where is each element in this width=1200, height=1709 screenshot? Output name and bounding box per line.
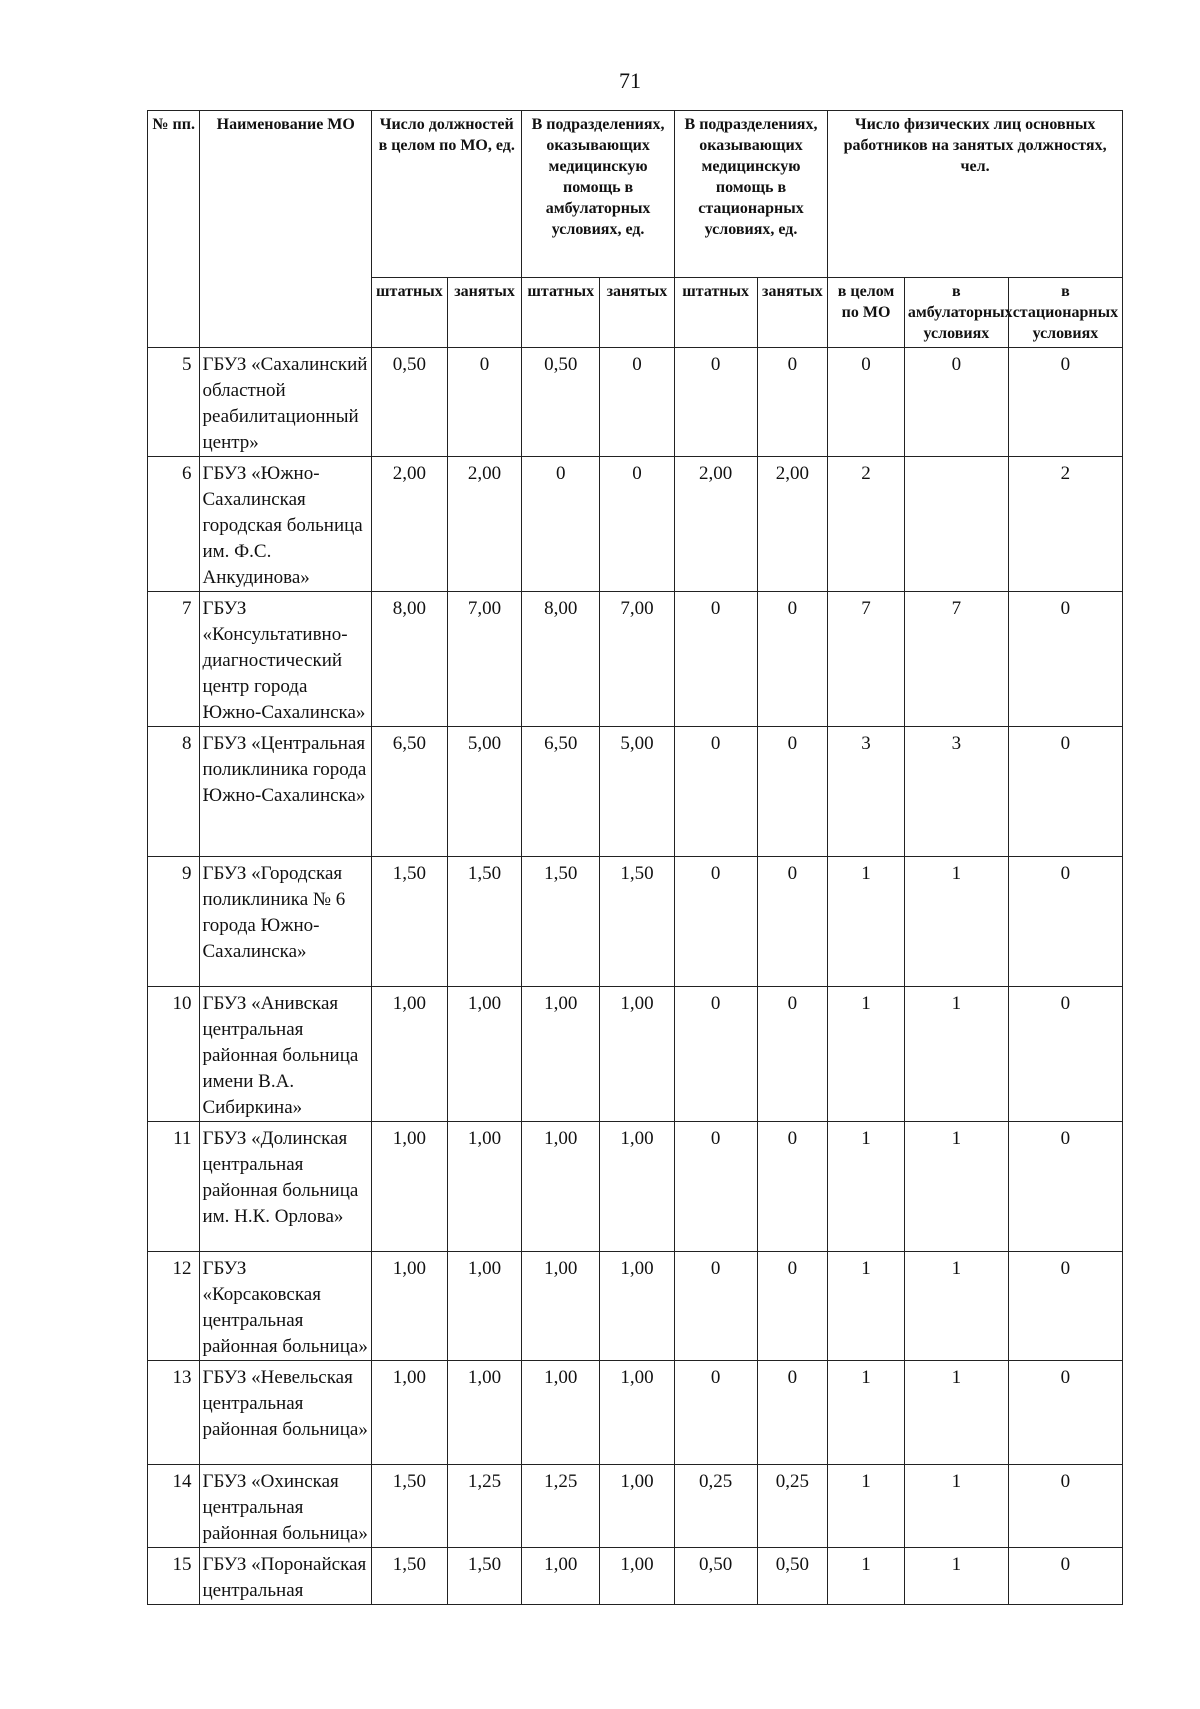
row-number: 10: [148, 987, 200, 1122]
persons-total: 1: [828, 1361, 905, 1465]
persons-inpatient: 0: [1008, 348, 1122, 457]
header-name: Наименование МО: [200, 111, 372, 348]
inpatient-occupied: 0: [757, 1122, 828, 1252]
ambulatory-staff: 1,00: [522, 987, 600, 1122]
header-persons-total: в целом по МО: [828, 278, 905, 348]
inpatient-occupied: 0: [757, 592, 828, 727]
total-occupied: 5,00: [447, 727, 522, 857]
persons-total: 1: [828, 1465, 905, 1548]
ambulatory-occupied: 5,00: [600, 727, 675, 857]
institution-name: ГБУЗ «Охинская центральная районная больница»: [200, 1465, 372, 1548]
ambulatory-staff: 1,00: [522, 1548, 600, 1605]
persons-total: 1: [828, 1252, 905, 1361]
total-staff: 1,50: [372, 1548, 448, 1605]
table-row: [148, 457, 1123, 592]
table-row: [148, 1361, 1123, 1465]
institution-name: ГБУЗ «Центральная поликлиника города Южно-Сахалинска»: [200, 727, 372, 857]
total-occupied: 1,00: [447, 1361, 522, 1465]
persons-total: 1: [828, 1548, 905, 1605]
inpatient-staff: 0: [674, 987, 757, 1122]
ambulatory-staff: 0: [522, 457, 600, 592]
persons-ambulatory: 1: [904, 1252, 1008, 1361]
persons-ambulatory: 1: [904, 1361, 1008, 1465]
ambulatory-occupied: 0: [600, 457, 675, 592]
table-body: [148, 348, 1123, 1605]
header-total-staff: штатных: [372, 278, 448, 348]
inpatient-occupied: 0: [757, 1252, 828, 1361]
total-occupied: 1,50: [447, 857, 522, 987]
header-inpatient-staff: штатных: [674, 278, 757, 348]
row-number: 15: [148, 1548, 200, 1605]
ambulatory-occupied: 7,00: [600, 592, 675, 727]
row-number: 9: [148, 857, 200, 987]
persons-total: 2: [828, 457, 905, 592]
persons-total: 0: [828, 348, 905, 457]
ambulatory-occupied: 1,00: [600, 987, 675, 1122]
header-ambulatory-staff: штатных: [522, 278, 600, 348]
persons-inpatient: 2: [1008, 457, 1122, 592]
total-staff: 1,50: [372, 1465, 448, 1548]
inpatient-staff: 0: [674, 1252, 757, 1361]
ambulatory-staff: 1,00: [522, 1252, 600, 1361]
inpatient-occupied: 0: [757, 727, 828, 857]
ambulatory-occupied: 1,00: [600, 1465, 675, 1548]
inpatient-occupied: 0: [757, 857, 828, 987]
total-occupied: 1,25: [447, 1465, 522, 1548]
ambulatory-occupied: 1,00: [600, 1548, 675, 1605]
total-occupied: 7,00: [447, 592, 522, 727]
inpatient-staff: 0: [674, 348, 757, 457]
inpatient-staff: 0: [674, 1361, 757, 1465]
persons-inpatient: 0: [1008, 987, 1122, 1122]
institution-name: ГБУЗ «Сахалинский областной реабилитационный центр»: [200, 348, 372, 457]
persons-total: 3: [828, 727, 905, 857]
table-row: [148, 987, 1123, 1122]
institution-name: ГБУЗ «Невельская центральная районная больница»: [200, 1361, 372, 1465]
table-row: [148, 727, 1123, 857]
persons-inpatient: 0: [1008, 727, 1122, 857]
inpatient-staff: 0,25: [674, 1465, 757, 1548]
table-row: [148, 1548, 1123, 1605]
ambulatory-staff: 8,00: [522, 592, 600, 727]
persons-ambulatory: 0: [904, 348, 1008, 457]
institution-name: ГБУЗ «Долинская центральная районная больница им. Н.К. Орлова»: [200, 1122, 372, 1252]
persons-ambulatory: [904, 457, 1008, 592]
persons-inpatient: 0: [1008, 1465, 1122, 1548]
ambulatory-staff: 0,50: [522, 348, 600, 457]
row-number: 5: [148, 348, 200, 457]
table-header: [148, 111, 1123, 348]
inpatient-staff: 0,50: [674, 1548, 757, 1605]
ambulatory-occupied: 1,00: [600, 1252, 675, 1361]
ambulatory-staff: 1,00: [522, 1122, 600, 1252]
persons-ambulatory: 1: [904, 1122, 1008, 1252]
institution-name: ГБУЗ «Поронайская центральная: [200, 1548, 372, 1605]
inpatient-occupied: 2,00: [757, 457, 828, 592]
total-staff: 2,00: [372, 457, 448, 592]
institution-name: ГБУЗ «Консультативно-диагностический центр города Южно-Сахалинска»: [200, 592, 372, 727]
row-number: 6: [148, 457, 200, 592]
header-row-main: [148, 111, 1123, 278]
table-row: [148, 1122, 1123, 1252]
total-occupied: 2,00: [447, 457, 522, 592]
header-inpatient-occupied: занятых: [757, 278, 828, 348]
persons-ambulatory: 7: [904, 592, 1008, 727]
inpatient-staff: 0: [674, 1122, 757, 1252]
row-number: 8: [148, 727, 200, 857]
header-physical-persons: Число физических лиц основных работников на занятых должностях, чел.: [828, 111, 1123, 278]
total-staff: 1,00: [372, 987, 448, 1122]
header-ambulatory-positions: В подразделениях, оказывающих медицинскую помощь в амбулаторных условиях, ед.: [522, 111, 674, 278]
table-row: [148, 857, 1123, 987]
table-row: [148, 1252, 1123, 1361]
persons-ambulatory: 1: [904, 1548, 1008, 1605]
inpatient-occupied: 0,50: [757, 1548, 828, 1605]
header-ambulatory-occupied: занятых: [600, 278, 675, 348]
inpatient-occupied: 0: [757, 1361, 828, 1465]
ambulatory-staff: 6,50: [522, 727, 600, 857]
total-occupied: 1,00: [447, 1122, 522, 1252]
institution-name: ГБУЗ «Корсаковская центральная районная больница»: [200, 1252, 372, 1361]
ambulatory-occupied: 1,00: [600, 1361, 675, 1465]
staffing-table: [147, 110, 1123, 1605]
total-occupied: 1,50: [447, 1548, 522, 1605]
institution-name: ГБУЗ «Анивская центральная районная больница имени В.А. Сибиркина»: [200, 987, 372, 1122]
persons-ambulatory: 1: [904, 857, 1008, 987]
row-number: 14: [148, 1465, 200, 1548]
total-occupied: 0: [447, 348, 522, 457]
persons-total: 1: [828, 857, 905, 987]
row-number: 12: [148, 1252, 200, 1361]
row-number: 7: [148, 592, 200, 727]
persons-ambulatory: 3: [904, 727, 1008, 857]
inpatient-staff: 0: [674, 727, 757, 857]
total-staff: 6,50: [372, 727, 448, 857]
total-staff: 1,00: [372, 1252, 448, 1361]
table-row: [148, 348, 1123, 457]
total-staff: 8,00: [372, 592, 448, 727]
persons-total: 7: [828, 592, 905, 727]
inpatient-staff: 0: [674, 592, 757, 727]
row-number: 13: [148, 1361, 200, 1465]
total-staff: 1,00: [372, 1361, 448, 1465]
inpatient-staff: 0: [674, 857, 757, 987]
total-staff: 1,50: [372, 857, 448, 987]
inpatient-occupied: 0,25: [757, 1465, 828, 1548]
institution-name: ГБУЗ «Городская поликлиника № 6 города Южно-Сахалинска»: [200, 857, 372, 987]
total-staff: 0,50: [372, 348, 448, 457]
row-number: 11: [148, 1122, 200, 1252]
header-number: № пп.: [148, 111, 200, 348]
persons-inpatient: 0: [1008, 592, 1122, 727]
persons-inpatient: 0: [1008, 1252, 1122, 1361]
table-row: [148, 592, 1123, 727]
header-inpatient-positions: В подразделениях, оказывающих медицинскую помощь в стационарных условиях, ед.: [674, 111, 827, 278]
ambulatory-occupied: 1,50: [600, 857, 675, 987]
inpatient-staff: 2,00: [674, 457, 757, 592]
persons-inpatient: 0: [1008, 857, 1122, 987]
page-number: 71: [619, 68, 641, 93]
table-row: [148, 1465, 1123, 1548]
total-staff: 1,00: [372, 1122, 448, 1252]
header-total-occupied: занятых: [447, 278, 522, 348]
total-occupied: 1,00: [447, 987, 522, 1122]
ambulatory-staff: 1,00: [522, 1361, 600, 1465]
header-persons-inpatient: в стационарных условиях: [1008, 278, 1122, 348]
persons-inpatient: 0: [1008, 1548, 1122, 1605]
ambulatory-staff: 1,50: [522, 857, 600, 987]
persons-ambulatory: 1: [904, 1465, 1008, 1548]
ambulatory-staff: 1,25: [522, 1465, 600, 1548]
inpatient-occupied: 0: [757, 987, 828, 1122]
ambulatory-occupied: 0: [600, 348, 675, 457]
persons-inpatient: 0: [1008, 1122, 1122, 1252]
inpatient-occupied: 0: [757, 348, 828, 457]
persons-ambulatory: 1: [904, 987, 1008, 1122]
header-total-positions: Число должностей в целом по МО, ед.: [372, 111, 522, 278]
institution-name: ГБУЗ «Южно-Сахалинская городская больница им. Ф.С. Анкудинова»: [200, 457, 372, 592]
persons-total: 1: [828, 1122, 905, 1252]
total-occupied: 1,00: [447, 1252, 522, 1361]
persons-inpatient: 0: [1008, 1361, 1122, 1465]
persons-total: 1: [828, 987, 905, 1122]
header-persons-ambulatory: в амбулаторных условиях: [904, 278, 1008, 348]
ambulatory-occupied: 1,00: [600, 1122, 675, 1252]
